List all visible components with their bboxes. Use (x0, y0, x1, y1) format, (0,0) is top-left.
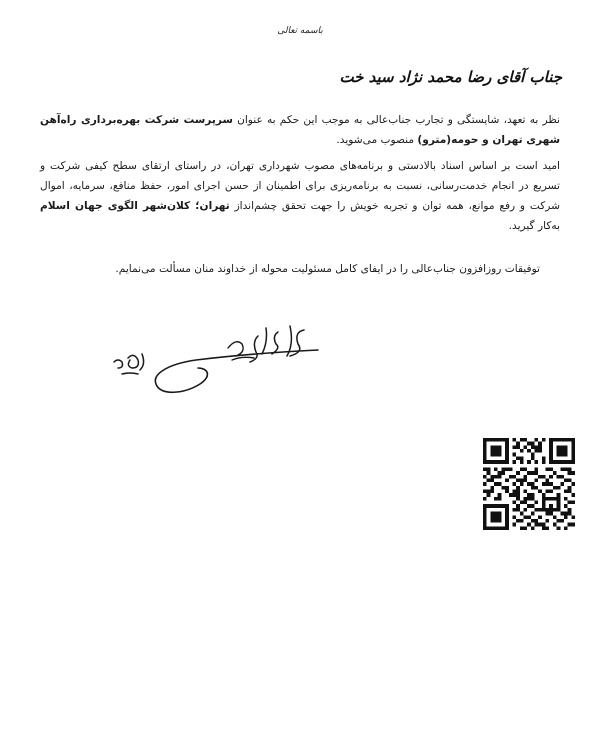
p2-text-start: امید است بر اساس اسناد بالادستی و برنامه‌های مصوب شهرداری تهران، در راستای ارتقای سطح کیفی شرکت و تسریع در انجام خدمت‌رسانی، نسبت به برنامه‌ریزی برای اطمینان از حسن اجرای امور، حفظ منافع، سرمایه، اموال شرکت و رفع موانع، همه توان و تجربه خویش را جهت تحقق چشم‌انداز (40, 160, 560, 212)
p1-text-start: نظر به تعهد، شایستگی و تجارب جناب‌عالی به موجب این حکم به عنوان (237, 114, 560, 126)
letter-body (40, 110, 560, 242)
handwritten-signature (108, 318, 326, 410)
paragraph-appointment (40, 110, 560, 150)
closing-line: توفیقات روزافزون جناب‌عالی را در ایفای کامل مسئولیت محوله از خداوند منان مسألت می‌نمایم. (115, 263, 540, 275)
p2-vision-phrase: تهران؛ کلان‌شهر الگوی جهان اسلام (40, 200, 230, 212)
qr-code (483, 438, 575, 530)
p1-text-end: منصوب می‌شوید. (336, 134, 415, 146)
invocation-heading: باسمه تعالی (277, 26, 323, 36)
paragraph-expectations (40, 156, 560, 236)
addressee-line: جناب آقای رضا محمد نژاد سید خت (339, 68, 562, 86)
p1-position-title: سرپرست شرکت بهره‌برداری راه‌آهن شهری تهران و حومه(مترو) (40, 114, 560, 146)
p2-text-end: به‌کار گیرید. (508, 220, 560, 232)
